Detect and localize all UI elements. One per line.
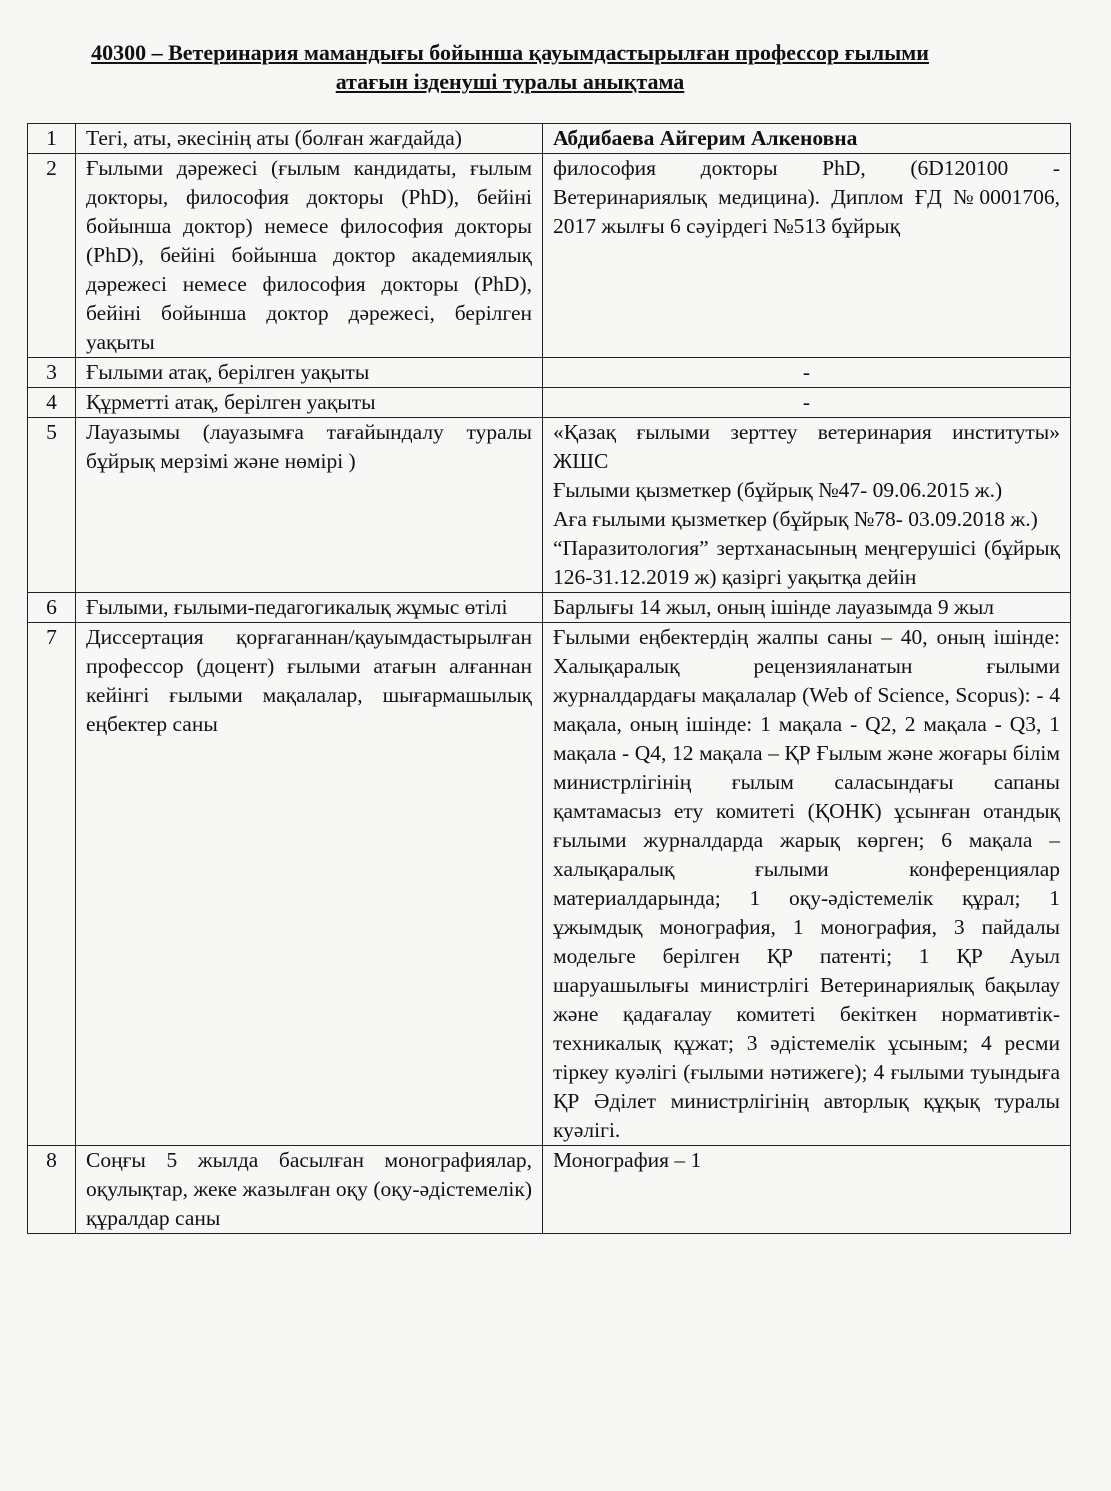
value-paragraph: Ғылыми қызметкер (бұйрық №47- 09.06.2015 ж.)	[553, 478, 1003, 502]
row-number: 1	[28, 124, 76, 154]
table-row	[28, 593, 1071, 623]
row-value	[543, 418, 1071, 593]
row-value	[543, 623, 1071, 1146]
table-row	[28, 358, 1071, 388]
info-table	[27, 123, 1071, 1234]
table-row	[28, 1146, 1071, 1234]
value-paragraph: философия докторы PhD, (6D120100 - Ветеринариялық медицина). Диплом ҒД №0001706, 2017 жылғы 6 сәуірдегі №513 бұйрық	[553, 156, 1060, 238]
value-paragraph: Аға ғылыми қызметкер (бұйрық №78- 03.09.2018 ж.)	[553, 507, 1038, 531]
row-number: 5	[28, 418, 76, 593]
row-label: Диссертация қорғаганнан/қауымдастырылған профессор (доцент) ғылыми атағын алғаннан кейінгі ғылыми мақалалар, шығармашылық еңбектер саны	[76, 623, 543, 1146]
row-label: Ғылыми дәрежесі (ғылым кандидаты, ғылым докторы, философия докторы (PhD), бейіні бойынша доктор) немесе философия докторы (PhD), бейіні бойынша доктор академиялық дәрежесі немесе философия докторы (PhD), бейіні бойынша доктор дәрежесі, берілген уақыты	[76, 154, 543, 358]
title-line-2: атағын ізденуші туралы анықтама	[335, 69, 685, 94]
title-line-1: 40300 – Ветеринария мамандығы бойынша қауымдастырылған профессор ғылыми	[91, 40, 929, 65]
row-value	[543, 593, 1071, 623]
value-paragraph: “Паразитология” зертханасының меңгерушісі (бұйрық 126-31.12.2019 ж) қазіргі уақытқа дейін	[553, 536, 1060, 589]
row-value	[543, 154, 1071, 358]
row-number: 8	[28, 1146, 76, 1234]
row-value	[543, 1146, 1071, 1234]
row-label: Ғылыми, ғылыми-педагогикалық жұмыс өтілі	[76, 593, 543, 623]
row-value	[543, 124, 1071, 154]
value-paragraph: -	[802, 390, 811, 414]
row-number: 2	[28, 154, 76, 358]
row-label: Ғылыми атақ, берілген уақыты	[76, 358, 543, 388]
value-paragraph: Ғылыми еңбектердің жалпы саны – 40, оның ішінде: Халықаралық рецензияланатын ғылыми журналдардағы мақалалар (Web of Science, Scopus): - 4 мақала, оның ішінде: 1 мақала - Q2, 2 мақала - Q3, 1 мақала - Q4, 12 мақала – ҚР Ғылым және жоғары білім министрлігінің ғылым саласындағы сапаны қамтамасыз ету комитеті (ҚОНК) ұсынған отандық ғылыми журналдарда жарық көрген; 6 мақала – халықаралық ғылыми конференциялар материалдарында; 1 оқу-әдістемелік құрал; 1 ұжымдық монография, 1 монография, 3 пайдалы модельге берілген ҚР патенті; 1 ҚР Ауыл шаруашылығы министрлігі Ветеринариялық бақылау және қадағалау комитеті бекіткен нормативтік-техникалық құжат; 3 әдістемелік ұсыным; 4 ресми тіркеу куәлігі (ғылыми нәтижеге); 4 ғылыми туындыға ҚР Әділет министрлігінің авторлық құқық туралы куәлігі.	[553, 625, 1060, 1142]
value-paragraph: Абдибаева Айгерим Алкеновна	[553, 126, 858, 150]
row-label: Лауазымы (лауазымға тағайындалу туралы бұйрық мерзімі және нөмірі )	[76, 418, 543, 593]
table-row	[28, 623, 1071, 1146]
value-paragraph: Монография – 1	[553, 1148, 702, 1172]
table-row	[28, 418, 1071, 593]
document-title	[20, 38, 1000, 96]
table-row	[28, 388, 1071, 418]
row-number: 3	[28, 358, 76, 388]
table-row	[28, 124, 1071, 154]
row-label: Құрметті атақ, берілген уақыты	[76, 388, 543, 418]
row-label: Тегі, аты, әкесінің аты (болған жағдайда)	[76, 124, 543, 154]
row-value	[543, 388, 1071, 418]
row-value	[543, 358, 1071, 388]
value-paragraph: Барлығы 14 жыл, оның ішінде лауазымда 9 жыл	[553, 595, 995, 619]
row-label: Соңғы 5 жылда басылған монографиялар, оқулықтар, жеке жазылған оқу (оқу-әдістемелік) құралдар саны	[76, 1146, 543, 1234]
value-paragraph: -	[802, 360, 811, 384]
value-paragraph: «Қазақ ғылыми зерттеу ветеринария институты» ЖШС	[553, 420, 1060, 473]
row-number: 6	[28, 593, 76, 623]
row-number: 4	[28, 388, 76, 418]
row-number: 7	[28, 623, 76, 1146]
table-row	[28, 154, 1071, 358]
